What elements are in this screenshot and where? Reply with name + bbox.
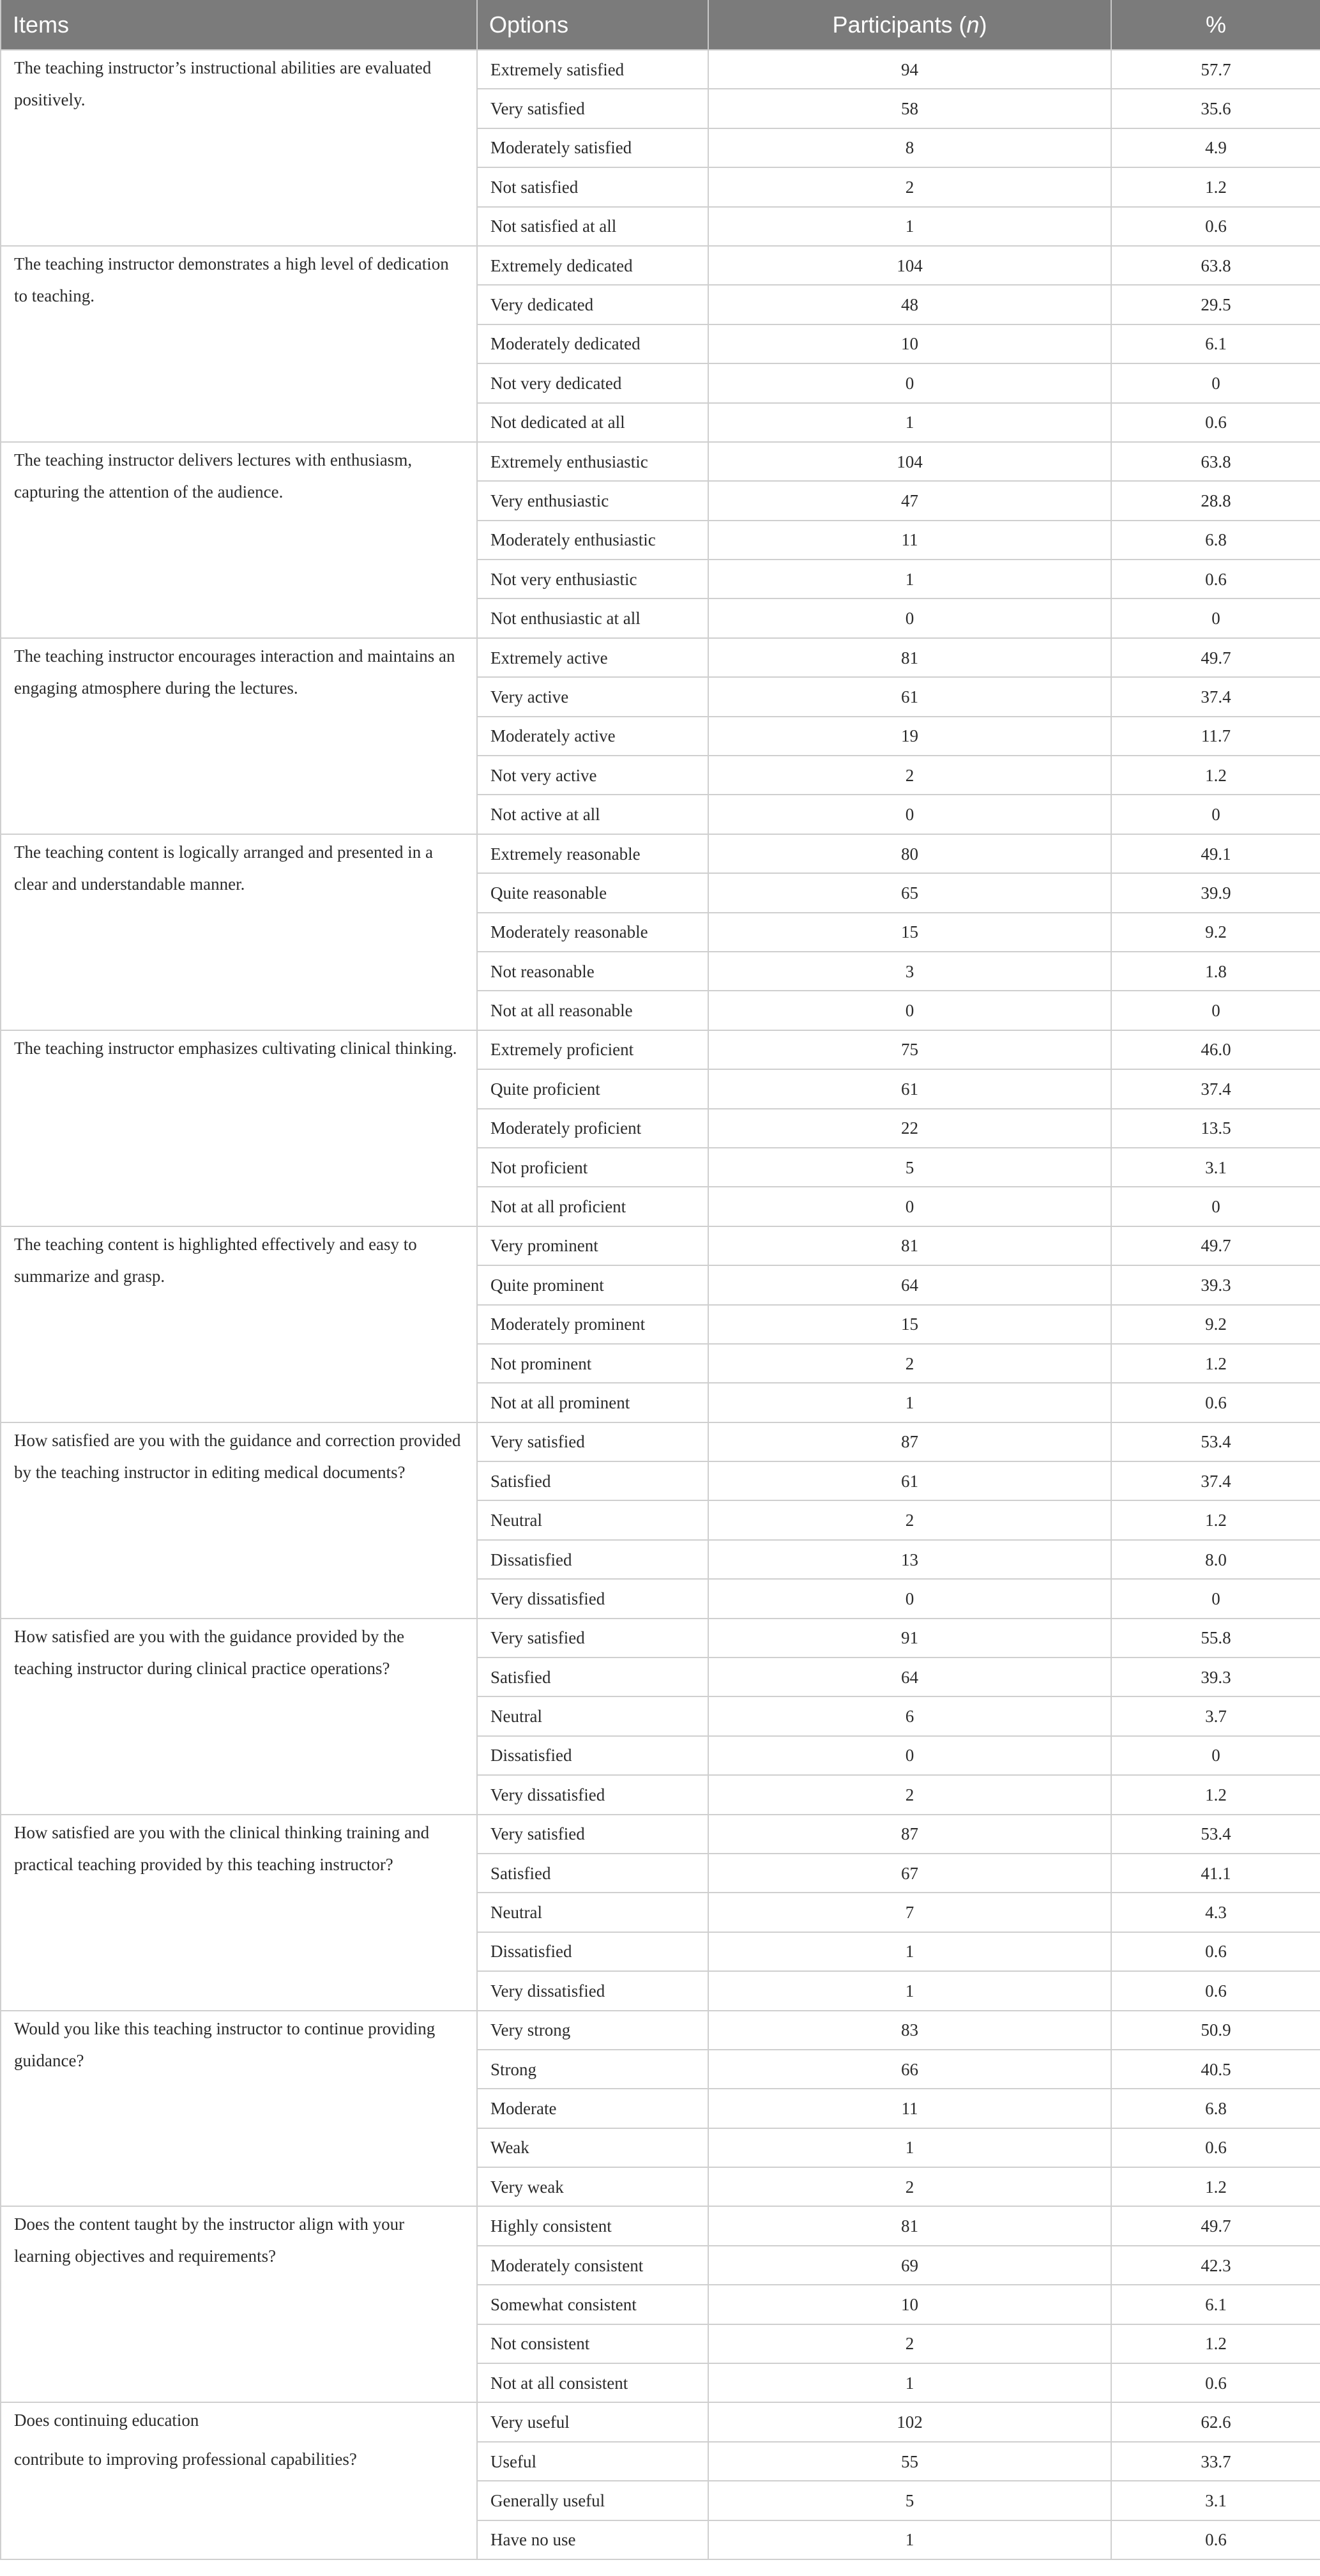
- percent-cell: 0: [1111, 795, 1320, 834]
- percent-cell: 0.6: [1111, 207, 1320, 246]
- option-cell: Very useful: [477, 2402, 708, 2441]
- option-cell: Not very active: [477, 756, 708, 795]
- table-row: [1, 442, 1320, 481]
- percent-cell: 4.3: [1111, 1893, 1320, 1932]
- header-row: [1, 0, 1320, 50]
- option-cell: Dissatisfied: [477, 1932, 708, 1971]
- percent-cell: 0: [1111, 1187, 1320, 1226]
- option-cell: Weak: [477, 2128, 708, 2167]
- item-question: The teaching instructor emphasizes cultivating clinical thinking.: [1, 1030, 477, 1226]
- option-cell: Very dedicated: [477, 285, 708, 324]
- participants-cell: 87: [708, 1815, 1111, 1854]
- header-percent: %: [1111, 0, 1320, 50]
- table-row: [1, 1815, 1320, 1854]
- participants-cell: 67: [708, 1854, 1111, 1893]
- participants-cell: 1: [708, 2128, 1111, 2167]
- option-cell: Neutral: [477, 1696, 708, 1735]
- item-question: Would you like this teaching instructor to continue providing guidance?: [1, 2011, 477, 2207]
- participants-cell: 1: [708, 1932, 1111, 1971]
- participants-cell: 102: [708, 2402, 1111, 2441]
- item-question-line: Does continuing education: [14, 2411, 199, 2430]
- option-cell: Extremely enthusiastic: [477, 442, 708, 481]
- participants-cell: 48: [708, 285, 1111, 324]
- percent-cell: 0: [1111, 598, 1320, 637]
- header-participants-label: Participants (n): [832, 11, 987, 38]
- percent-cell: 0.6: [1111, 1383, 1320, 1422]
- percent-cell: 1.2: [1111, 1344, 1320, 1383]
- percent-cell: 1.2: [1111, 1775, 1320, 1814]
- option-cell: Very strong: [477, 2011, 708, 2050]
- participants-cell: 80: [708, 834, 1111, 873]
- option-cell: Very satisfied: [477, 1422, 708, 1461]
- percent-cell: 53.4: [1111, 1422, 1320, 1461]
- percent-cell: 0: [1111, 1736, 1320, 1775]
- participants-cell: 3: [708, 952, 1111, 991]
- percent-cell: 6.1: [1111, 324, 1320, 363]
- participants-cell: 94: [708, 50, 1111, 89]
- table-row: [1, 2011, 1320, 2050]
- percent-cell: 0.6: [1111, 403, 1320, 442]
- option-cell: Not very dedicated: [477, 363, 708, 402]
- table-row: [1, 834, 1320, 873]
- participants-cell: 104: [708, 246, 1111, 285]
- percent-cell: 1.8: [1111, 952, 1320, 991]
- participants-cell: 0: [708, 991, 1111, 1030]
- participants-cell: 15: [708, 913, 1111, 952]
- percent-cell: 41.1: [1111, 1854, 1320, 1893]
- option-cell: Not satisfied at all: [477, 207, 708, 246]
- option-cell: Quite prominent: [477, 1265, 708, 1304]
- option-cell: Not consistent: [477, 2324, 708, 2363]
- participants-cell: 1: [708, 1971, 1111, 2010]
- participants-cell: 81: [708, 2206, 1111, 2245]
- option-cell: Very active: [477, 677, 708, 716]
- option-cell: Very satisfied: [477, 1815, 708, 1854]
- percent-cell: 0.6: [1111, 1971, 1320, 2010]
- table-row: [1, 246, 1320, 285]
- percent-cell: 0: [1111, 991, 1320, 1030]
- item-question: Does the content taught by the instructor align with your learning objectives and requirements?: [1, 2206, 477, 2402]
- participants-cell: 8: [708, 128, 1111, 167]
- header-participants: [708, 0, 1111, 50]
- option-cell: Moderately satisfied: [477, 128, 708, 167]
- percent-cell: 6.1: [1111, 2285, 1320, 2324]
- table-row: [1, 1619, 1320, 1658]
- option-cell: Quite proficient: [477, 1069, 708, 1108]
- option-cell: Not dedicated at all: [477, 403, 708, 442]
- percent-cell: 1.2: [1111, 756, 1320, 795]
- option-cell: Moderately reasonable: [477, 913, 708, 952]
- participants-cell: 10: [708, 324, 1111, 363]
- participants-cell: 104: [708, 442, 1111, 481]
- participants-cell: 1: [708, 403, 1111, 442]
- participants-cell: 2: [708, 2324, 1111, 2363]
- table-row: [1, 1030, 1320, 1069]
- percent-cell: 3.7: [1111, 1696, 1320, 1735]
- percent-cell: 57.7: [1111, 50, 1320, 89]
- percent-cell: 1.2: [1111, 2324, 1320, 2363]
- percent-cell: 28.8: [1111, 481, 1320, 520]
- table-row: [1, 1422, 1320, 1461]
- percent-cell: 49.7: [1111, 1226, 1320, 1265]
- participants-cell: 0: [708, 795, 1111, 834]
- participants-cell: 13: [708, 1540, 1111, 1579]
- participants-cell: 64: [708, 1265, 1111, 1304]
- percent-cell: 3.1: [1111, 2481, 1320, 2520]
- table-row: [1, 1226, 1320, 1265]
- option-cell: Very dissatisfied: [477, 1579, 708, 1618]
- item-question: How satisfied are you with the guidance provided by the teaching instructor during clinical practice operations?: [1, 1619, 477, 1815]
- option-cell: Dissatisfied: [477, 1540, 708, 1579]
- percent-cell: 49.7: [1111, 2206, 1320, 2245]
- participants-cell: 11: [708, 2089, 1111, 2128]
- header-options: Options: [477, 0, 708, 50]
- percent-cell: 46.0: [1111, 1030, 1320, 1069]
- option-cell: Extremely active: [477, 638, 708, 677]
- option-cell: Not active at all: [477, 795, 708, 834]
- option-cell: Strong: [477, 2050, 708, 2089]
- option-cell: Extremely satisfied: [477, 50, 708, 89]
- option-cell: Moderately active: [477, 717, 708, 756]
- participants-cell: 2: [708, 2167, 1111, 2206]
- item-question-line: contribute to improving professional capabilities?: [14, 2450, 357, 2469]
- percent-cell: 8.0: [1111, 1540, 1320, 1579]
- participants-cell: 58: [708, 89, 1111, 128]
- item-question: How satisfied are you with the clinical thinking training and practical teaching provided by this teaching instructor?: [1, 1815, 477, 2011]
- percent-cell: 29.5: [1111, 285, 1320, 324]
- item-question: The teaching instructor’s instructional abilities are evaluated positively.: [1, 50, 477, 246]
- participants-cell: 91: [708, 1619, 1111, 1658]
- table-row: [1, 2206, 1320, 2245]
- participants-cell: 2: [708, 167, 1111, 206]
- participants-cell: 6: [708, 1696, 1111, 1735]
- option-cell: Have no use: [477, 2520, 708, 2559]
- option-cell: Moderately proficient: [477, 1109, 708, 1148]
- percent-cell: 6.8: [1111, 521, 1320, 560]
- option-cell: Not reasonable: [477, 952, 708, 991]
- item-question: The teaching instructor encourages interaction and maintains an engaging atmosphere during the lectures.: [1, 638, 477, 834]
- table-row: [1, 2402, 1320, 2441]
- table-body: [1, 50, 1320, 2559]
- option-cell: Neutral: [477, 1500, 708, 1539]
- header-items: Items: [1, 0, 477, 50]
- percent-cell: 1.2: [1111, 2167, 1320, 2206]
- participants-cell: 1: [708, 2520, 1111, 2559]
- participants-cell: 0: [708, 1187, 1111, 1226]
- participants-cell: 1: [708, 207, 1111, 246]
- participants-cell: 15: [708, 1305, 1111, 1344]
- item-question: [1, 2402, 477, 2559]
- participants-cell: 61: [708, 1461, 1111, 1500]
- percent-cell: 13.5: [1111, 1109, 1320, 1148]
- percent-cell: 53.4: [1111, 1815, 1320, 1854]
- option-cell: Not prominent: [477, 1344, 708, 1383]
- option-cell: Not enthusiastic at all: [477, 598, 708, 637]
- item-question: The teaching instructor demonstrates a high level of dedication to teaching.: [1, 246, 477, 442]
- option-cell: Generally useful: [477, 2481, 708, 2520]
- option-cell: Very prominent: [477, 1226, 708, 1265]
- option-cell: Moderately prominent: [477, 1305, 708, 1344]
- participants-cell: 0: [708, 1736, 1111, 1775]
- option-cell: Dissatisfied: [477, 1736, 708, 1775]
- participants-cell: 83: [708, 2011, 1111, 2050]
- participants-cell: 22: [708, 1109, 1111, 1148]
- option-cell: Very enthusiastic: [477, 481, 708, 520]
- participants-cell: 5: [708, 1148, 1111, 1187]
- option-cell: Extremely dedicated: [477, 246, 708, 285]
- percent-cell: 4.9: [1111, 128, 1320, 167]
- participants-cell: 61: [708, 677, 1111, 716]
- option-cell: Moderately dedicated: [477, 324, 708, 363]
- option-cell: Highly consistent: [477, 2206, 708, 2245]
- participants-cell: 61: [708, 1069, 1111, 1108]
- participants-cell: 81: [708, 1226, 1111, 1265]
- percent-cell: 0: [1111, 1579, 1320, 1618]
- option-cell: Quite reasonable: [477, 873, 708, 912]
- participants-cell: 2: [708, 756, 1111, 795]
- participants-cell: 81: [708, 638, 1111, 677]
- percent-cell: 37.4: [1111, 1461, 1320, 1500]
- participants-cell: 2: [708, 1344, 1111, 1383]
- option-cell: Satisfied: [477, 1461, 708, 1500]
- percent-cell: 39.3: [1111, 1265, 1320, 1304]
- participants-cell: 0: [708, 363, 1111, 402]
- percent-cell: 33.7: [1111, 2442, 1320, 2481]
- participants-cell: 1: [708, 1383, 1111, 1422]
- percent-cell: 1.2: [1111, 1500, 1320, 1539]
- option-cell: Not at all consistent: [477, 2363, 708, 2402]
- option-cell: Not at all proficient: [477, 1187, 708, 1226]
- item-question: The teaching instructor delivers lectures with enthusiasm, capturing the attention of the audience.: [1, 442, 477, 638]
- percent-cell: 63.8: [1111, 246, 1320, 285]
- percent-cell: 49.7: [1111, 638, 1320, 677]
- option-cell: Very dissatisfied: [477, 1775, 708, 1814]
- percent-cell: 0.6: [1111, 2128, 1320, 2167]
- percent-cell: 11.7: [1111, 717, 1320, 756]
- participants-cell: 1: [708, 560, 1111, 598]
- item-question: The teaching content is logically arranged and presented in a clear and understandable manner.: [1, 834, 477, 1030]
- option-cell: Very satisfied: [477, 1619, 708, 1658]
- percent-cell: 39.3: [1111, 1658, 1320, 1696]
- participants-cell: 11: [708, 521, 1111, 560]
- option-cell: Moderately consistent: [477, 2246, 708, 2285]
- participants-cell: 2: [708, 1775, 1111, 1814]
- percent-cell: 40.5: [1111, 2050, 1320, 2089]
- option-cell: Extremely reasonable: [477, 834, 708, 873]
- option-cell: Extremely proficient: [477, 1030, 708, 1069]
- option-cell: Not very enthusiastic: [477, 560, 708, 598]
- option-cell: Somewhat consistent: [477, 2285, 708, 2324]
- participants-cell: 19: [708, 717, 1111, 756]
- participants-cell: 75: [708, 1030, 1111, 1069]
- percent-cell: 0.6: [1111, 2520, 1320, 2559]
- participants-cell: 0: [708, 1579, 1111, 1618]
- option-cell: Moderate: [477, 2089, 708, 2128]
- option-cell: Not at all reasonable: [477, 991, 708, 1030]
- item-question: How satisfied are you with the guidance and correction provided by the teaching instructor in editing medical documents?: [1, 1422, 477, 1619]
- option-cell: Very weak: [477, 2167, 708, 2206]
- percent-cell: 0.6: [1111, 1932, 1320, 1971]
- participants-cell: 64: [708, 1658, 1111, 1696]
- percent-cell: 9.2: [1111, 1305, 1320, 1344]
- option-cell: Moderately enthusiastic: [477, 521, 708, 560]
- option-cell: Not satisfied: [477, 167, 708, 206]
- percent-cell: 37.4: [1111, 677, 1320, 716]
- percent-cell: 1.2: [1111, 167, 1320, 206]
- percent-cell: 50.9: [1111, 2011, 1320, 2050]
- percent-cell: 35.6: [1111, 89, 1320, 128]
- percent-cell: 63.8: [1111, 442, 1320, 481]
- participants-cell: 47: [708, 481, 1111, 520]
- percent-cell: 55.8: [1111, 1619, 1320, 1658]
- participants-cell: 65: [708, 873, 1111, 912]
- percent-cell: 39.9: [1111, 873, 1320, 912]
- table-row: [1, 638, 1320, 677]
- option-cell: Very satisfied: [477, 89, 708, 128]
- participants-cell: 66: [708, 2050, 1111, 2089]
- percent-cell: 42.3: [1111, 2246, 1320, 2285]
- option-cell: Neutral: [477, 1893, 708, 1932]
- percent-cell: 0.6: [1111, 2363, 1320, 2402]
- option-cell: Very dissatisfied: [477, 1971, 708, 2010]
- participants-cell: 69: [708, 2246, 1111, 2285]
- percent-cell: 37.4: [1111, 1069, 1320, 1108]
- participants-cell: 1: [708, 2363, 1111, 2402]
- table-row: [1, 50, 1320, 89]
- percent-cell: 49.1: [1111, 834, 1320, 873]
- percent-cell: 0.6: [1111, 560, 1320, 598]
- option-cell: Satisfied: [477, 1658, 708, 1696]
- percent-cell: 6.8: [1111, 2089, 1320, 2128]
- participants-cell: 2: [708, 1500, 1111, 1539]
- option-cell: Satisfied: [477, 1854, 708, 1893]
- participants-cell: 7: [708, 1893, 1111, 1932]
- participants-cell: 10: [708, 2285, 1111, 2324]
- percent-cell: 62.6: [1111, 2402, 1320, 2441]
- participants-cell: 87: [708, 1422, 1111, 1461]
- item-question: The teaching content is highlighted effectively and easy to summarize and grasp.: [1, 1226, 477, 1422]
- participants-cell: 55: [708, 2442, 1111, 2481]
- percent-cell: 3.1: [1111, 1148, 1320, 1187]
- option-cell: Not proficient: [477, 1148, 708, 1187]
- percent-cell: 0: [1111, 363, 1320, 402]
- option-cell: Useful: [477, 2442, 708, 2481]
- percent-cell: 9.2: [1111, 913, 1320, 952]
- option-cell: Not at all prominent: [477, 1383, 708, 1422]
- participants-cell: 5: [708, 2481, 1111, 2520]
- participants-cell: 0: [708, 598, 1111, 637]
